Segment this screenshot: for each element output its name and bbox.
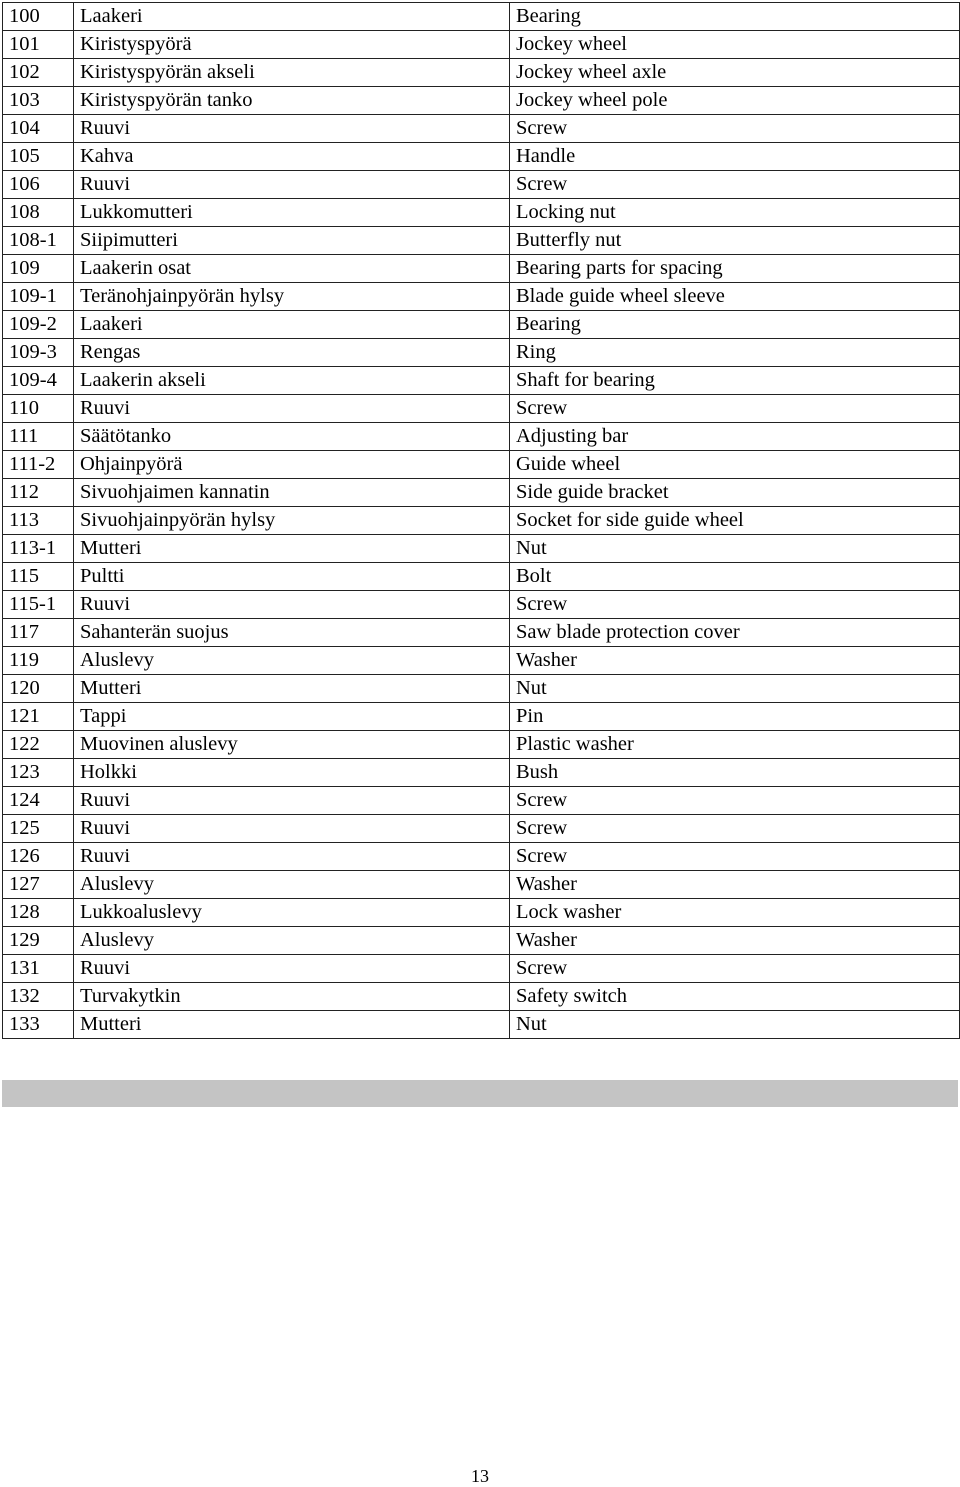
part-number-cell: 115-1 [3, 591, 74, 619]
part-number-cell: 133 [3, 1011, 74, 1039]
finnish-name-cell: Laakerin osat [74, 255, 510, 283]
table-row [3, 367, 960, 395]
table-row [3, 927, 960, 955]
part-number-cell: 100 [3, 3, 74, 31]
english-name-cell: Screw [510, 787, 960, 815]
table-row [3, 619, 960, 647]
table-row [3, 675, 960, 703]
part-number-cell: 109-3 [3, 339, 74, 367]
table-row [3, 255, 960, 283]
table-row [3, 31, 960, 59]
table-row [3, 59, 960, 87]
part-number-cell: 119 [3, 647, 74, 675]
table-row [3, 843, 960, 871]
finnish-name-cell: Pultti [74, 563, 510, 591]
english-name-cell: Screw [510, 815, 960, 843]
finnish-name-cell: Ohjainpyörä [74, 451, 510, 479]
finnish-name-cell: Mutteri [74, 1011, 510, 1039]
english-name-cell: Nut [510, 1011, 960, 1039]
table-row [3, 171, 960, 199]
finnish-name-cell: Kiristyspyörä [74, 31, 510, 59]
part-number-cell: 109-2 [3, 311, 74, 339]
part-number-cell: 128 [3, 899, 74, 927]
finnish-name-cell: Holkki [74, 759, 510, 787]
finnish-name-cell: Aluslevy [74, 647, 510, 675]
part-number-cell: 121 [3, 703, 74, 731]
table-row [3, 199, 960, 227]
table-row [3, 787, 960, 815]
english-name-cell: Screw [510, 171, 960, 199]
english-name-cell: Jockey wheel [510, 31, 960, 59]
table-row [3, 311, 960, 339]
finnish-name-cell: Ruuvi [74, 955, 510, 983]
english-name-cell: Screw [510, 591, 960, 619]
part-number-cell: 113-1 [3, 535, 74, 563]
english-name-cell: Guide wheel [510, 451, 960, 479]
table-row [3, 423, 960, 451]
part-number-cell: 108 [3, 199, 74, 227]
part-number-cell: 131 [3, 955, 74, 983]
part-number-cell: 125 [3, 815, 74, 843]
finnish-name-cell: Lukkoaluslevy [74, 899, 510, 927]
part-number-cell: 127 [3, 871, 74, 899]
english-name-cell: Screw [510, 395, 960, 423]
english-name-cell: Screw [510, 115, 960, 143]
finnish-name-cell: Muovinen aluslevy [74, 731, 510, 759]
english-name-cell: Butterfly nut [510, 227, 960, 255]
finnish-name-cell: Rengas [74, 339, 510, 367]
english-name-cell: Safety switch [510, 983, 960, 1011]
table-row [3, 227, 960, 255]
english-name-cell: Jockey wheel pole [510, 87, 960, 115]
finnish-name-cell: Laakerin akseli [74, 367, 510, 395]
finnish-name-cell: Sahanterän suojus [74, 619, 510, 647]
part-number-cell: 103 [3, 87, 74, 115]
finnish-name-cell: Teränohjainpyörän hylsy [74, 283, 510, 311]
part-number-cell: 111 [3, 423, 74, 451]
english-name-cell: Ring [510, 339, 960, 367]
part-number-cell: 102 [3, 59, 74, 87]
finnish-name-cell: Aluslevy [74, 927, 510, 955]
table-row [3, 703, 960, 731]
finnish-name-cell: Siipimutteri [74, 227, 510, 255]
english-name-cell: Jockey wheel axle [510, 59, 960, 87]
part-number-cell: 122 [3, 731, 74, 759]
english-name-cell: Washer [510, 871, 960, 899]
finnish-name-cell: Ruuvi [74, 815, 510, 843]
part-number-cell: 112 [3, 479, 74, 507]
table-row [3, 115, 960, 143]
english-name-cell: Lock washer [510, 899, 960, 927]
table-row [3, 283, 960, 311]
english-name-cell: Washer [510, 927, 960, 955]
table-row [3, 983, 960, 1011]
part-number-cell: 109-1 [3, 283, 74, 311]
english-name-cell: Blade guide wheel sleeve [510, 283, 960, 311]
table-row [3, 339, 960, 367]
table-row [3, 815, 960, 843]
finnish-name-cell: Kiristyspyörän tanko [74, 87, 510, 115]
english-name-cell: Locking nut [510, 199, 960, 227]
english-name-cell: Handle [510, 143, 960, 171]
part-number-cell: 104 [3, 115, 74, 143]
english-name-cell: Bearing [510, 311, 960, 339]
page-number: 13 [471, 1466, 489, 1486]
finnish-name-cell: Ruuvi [74, 171, 510, 199]
table-row [3, 731, 960, 759]
english-name-cell: Washer [510, 647, 960, 675]
part-number-cell: 129 [3, 927, 74, 955]
finnish-name-cell: Aluslevy [74, 871, 510, 899]
finnish-name-cell: Sivuohjaimen kannatin [74, 479, 510, 507]
table-row [3, 87, 960, 115]
table-row [3, 871, 960, 899]
part-number-cell: 117 [3, 619, 74, 647]
table-row [3, 899, 960, 927]
table-row [3, 395, 960, 423]
part-number-cell: 101 [3, 31, 74, 59]
part-number-cell: 132 [3, 983, 74, 1011]
finnish-name-cell: Ruuvi [74, 787, 510, 815]
english-name-cell: Bearing parts for spacing [510, 255, 960, 283]
english-name-cell: Pin [510, 703, 960, 731]
english-name-cell: Saw blade protection cover [510, 619, 960, 647]
english-name-cell: Nut [510, 675, 960, 703]
finnish-name-cell: Ruuvi [74, 115, 510, 143]
finnish-name-cell: Lukkomutteri [74, 199, 510, 227]
finnish-name-cell: Laakeri [74, 311, 510, 339]
finnish-name-cell: Säätötanko [74, 423, 510, 451]
part-number-cell: 109 [3, 255, 74, 283]
english-name-cell: Screw [510, 955, 960, 983]
english-name-cell: Plastic washer [510, 731, 960, 759]
part-number-cell: 124 [3, 787, 74, 815]
table-row [3, 535, 960, 563]
parts-table [2, 2, 960, 1039]
part-number-cell: 106 [3, 171, 74, 199]
finnish-name-cell: Turvakytkin [74, 983, 510, 1011]
part-number-cell: 126 [3, 843, 74, 871]
finnish-name-cell: Ruuvi [74, 591, 510, 619]
parts-table-body [3, 3, 960, 1039]
finnish-name-cell: Laakeri [74, 3, 510, 31]
finnish-name-cell: Sivuohjainpyörän hylsy [74, 507, 510, 535]
english-name-cell: Screw [510, 843, 960, 871]
finnish-name-cell: Mutteri [74, 675, 510, 703]
english-name-cell: Bolt [510, 563, 960, 591]
part-number-cell: 110 [3, 395, 74, 423]
table-row [3, 507, 960, 535]
english-name-cell: Bush [510, 759, 960, 787]
table-row [3, 3, 960, 31]
english-name-cell: Adjusting bar [510, 423, 960, 451]
part-number-cell: 123 [3, 759, 74, 787]
finnish-name-cell: Kahva [74, 143, 510, 171]
table-row [3, 479, 960, 507]
table-row [3, 647, 960, 675]
finnish-name-cell: Tappi [74, 703, 510, 731]
english-name-cell: Socket for side guide wheel [510, 507, 960, 535]
finnish-name-cell: Ruuvi [74, 843, 510, 871]
table-row [3, 1011, 960, 1039]
part-number-cell: 115 [3, 563, 74, 591]
english-name-cell: Nut [510, 535, 960, 563]
english-name-cell: Shaft for bearing [510, 367, 960, 395]
english-name-cell: Bearing [510, 3, 960, 31]
part-number-cell: 113 [3, 507, 74, 535]
finnish-name-cell: Ruuvi [74, 395, 510, 423]
table-row [3, 451, 960, 479]
table-row [3, 955, 960, 983]
table-row [3, 591, 960, 619]
part-number-cell: 111-2 [3, 451, 74, 479]
part-number-cell: 120 [3, 675, 74, 703]
table-row [3, 563, 960, 591]
part-number-cell: 105 [3, 143, 74, 171]
part-number-cell: 108-1 [3, 227, 74, 255]
table-row [3, 759, 960, 787]
table-row [3, 143, 960, 171]
part-number-cell: 109-4 [3, 367, 74, 395]
finnish-name-cell: Kiristyspyörän akseli [74, 59, 510, 87]
gray-divider-bar [2, 1080, 958, 1107]
english-name-cell: Side guide bracket [510, 479, 960, 507]
finnish-name-cell: Mutteri [74, 535, 510, 563]
